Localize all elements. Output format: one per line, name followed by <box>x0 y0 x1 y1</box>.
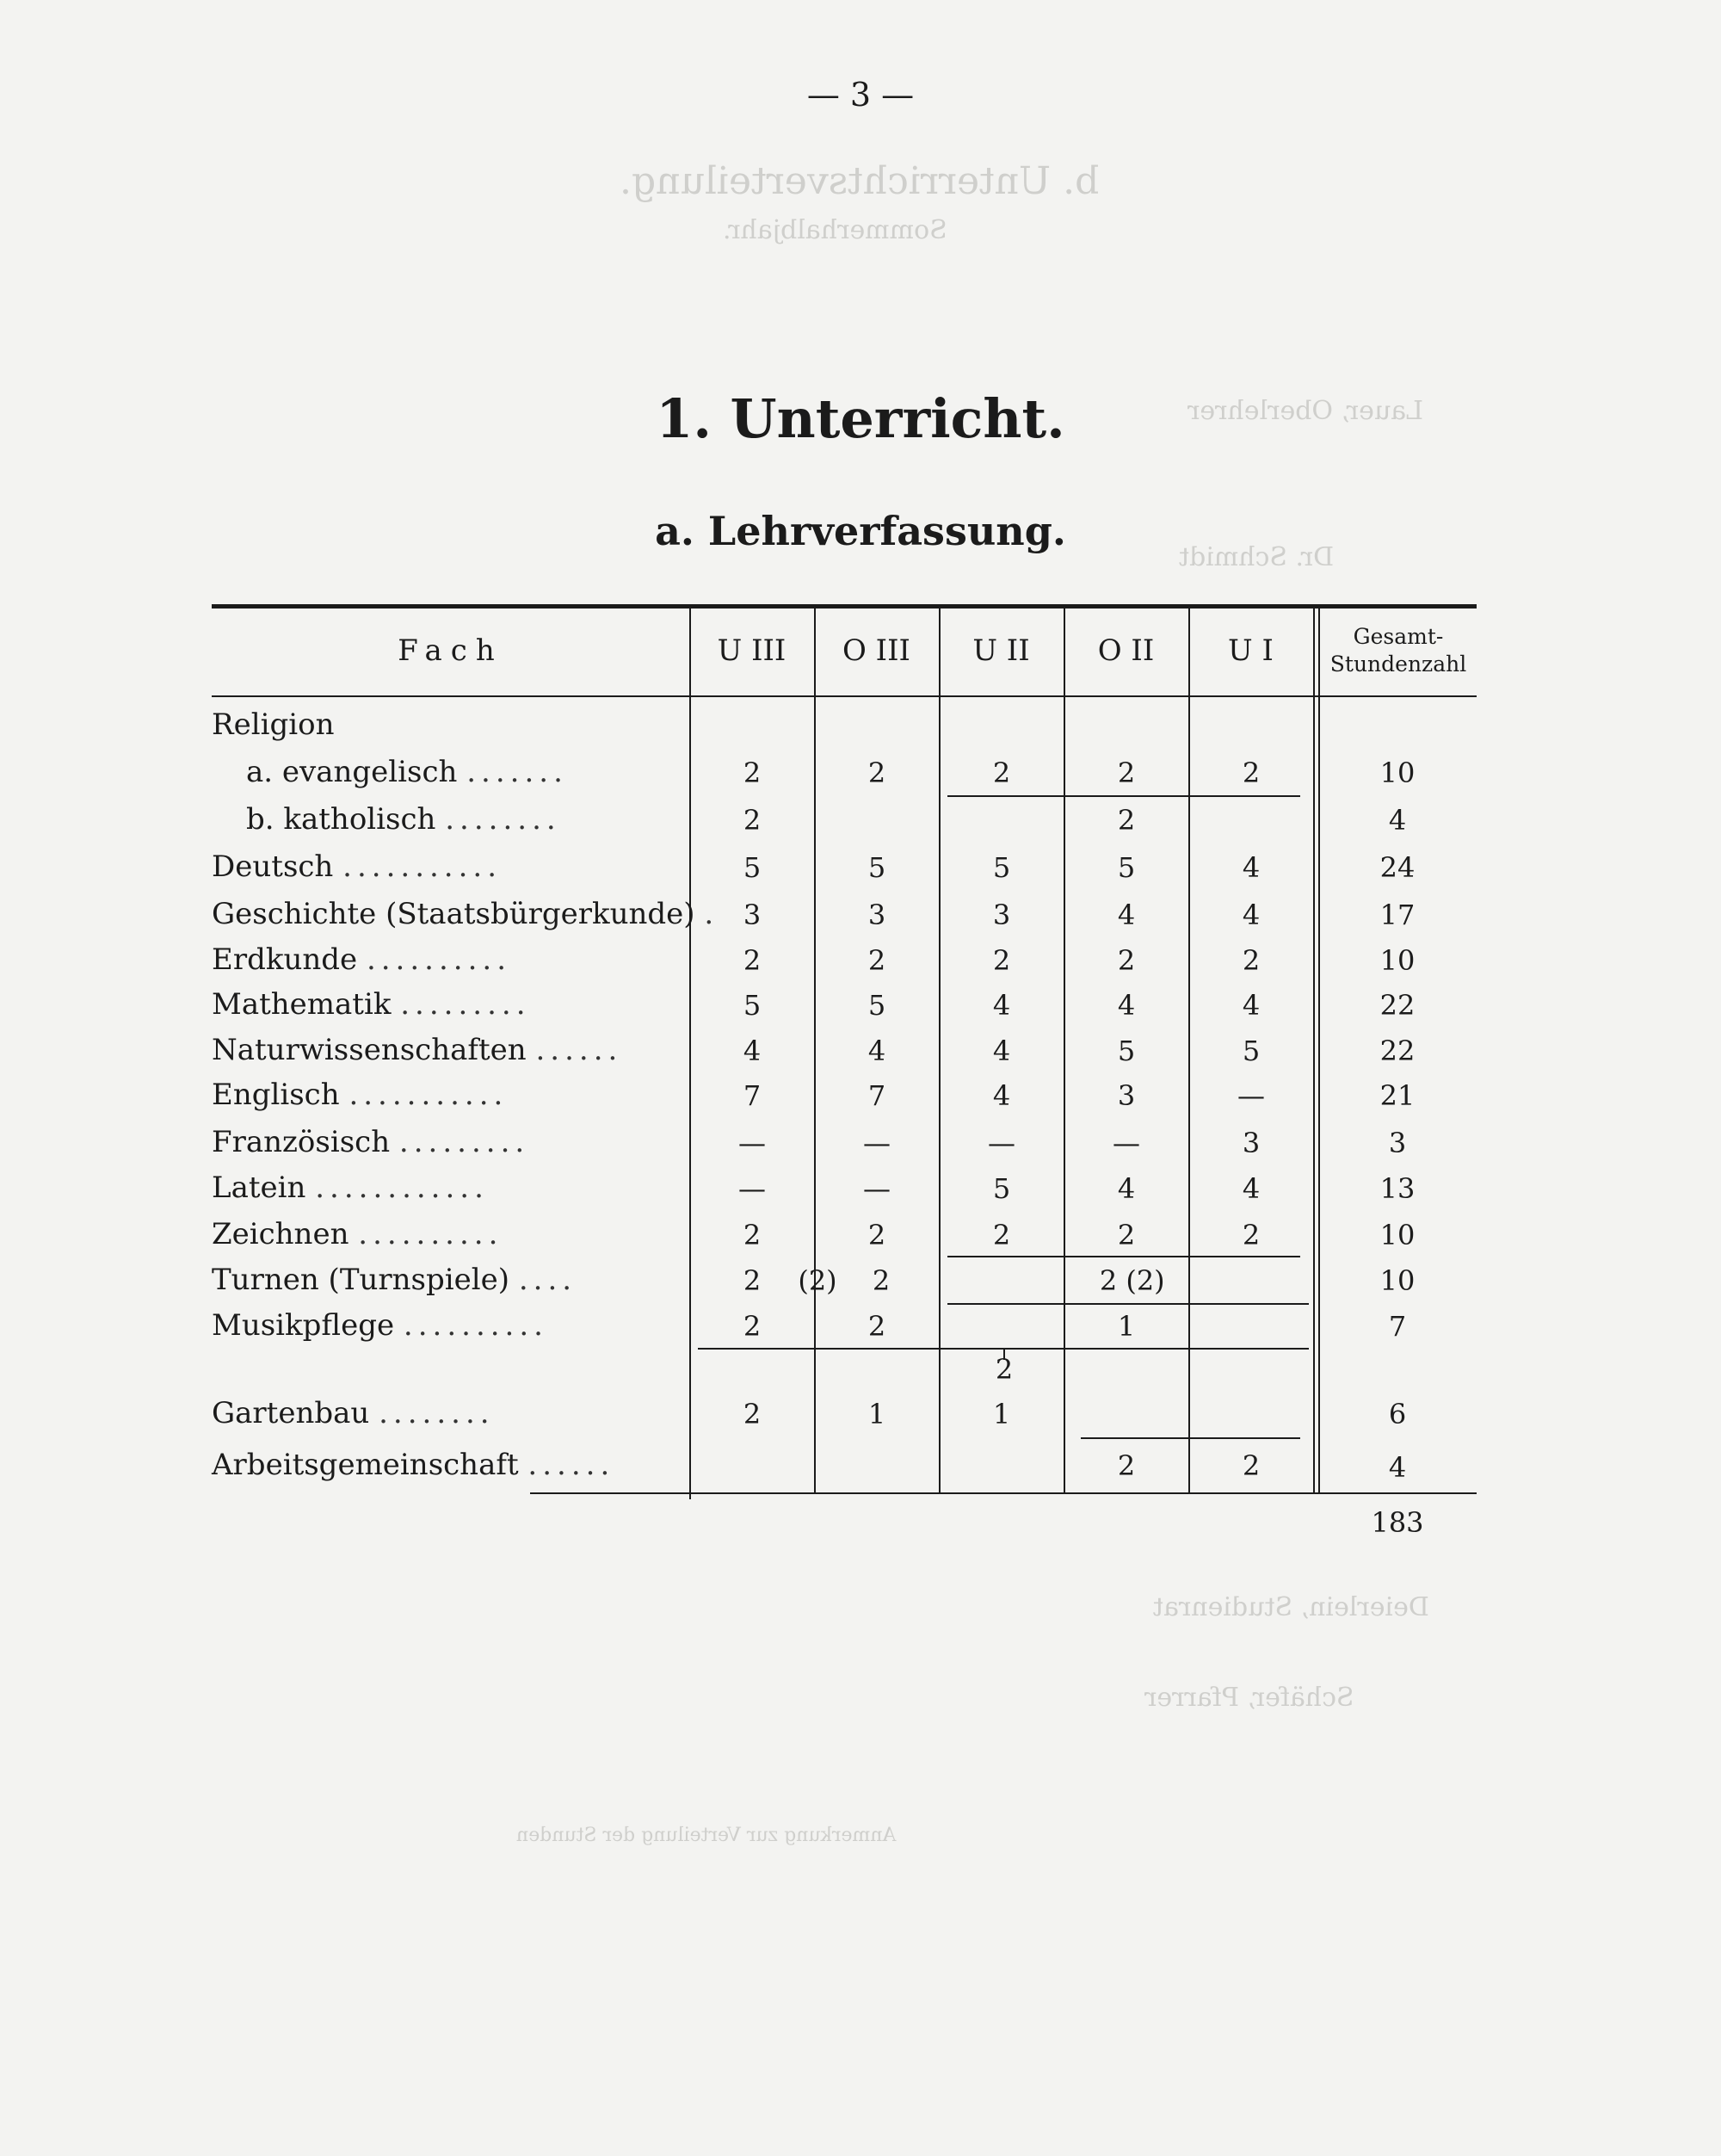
leader-dots: .... <box>518 1263 577 1297</box>
header-fach: Fach <box>398 633 503 668</box>
bleed-through-text: Deierlein, Studienrat <box>1153 1592 1429 1622</box>
cell-turnen-joint-spiele: (2) <box>1126 1264 1165 1297</box>
leader-dots: ...... <box>535 1033 623 1067</box>
cell-geschichte-uii: 3 <box>992 899 1011 931</box>
header-uii: U II <box>972 633 1030 668</box>
cell-erdkunde-oii: 2 <box>1117 944 1136 977</box>
cell-erdkunde-total: 10 <box>1379 944 1416 977</box>
cell-evangelisch-oii: 2 <box>1117 757 1136 789</box>
cell-turnen-joint: 2 <box>1099 1264 1118 1297</box>
joint-brace <box>1081 1437 1300 1449</box>
leader-dots: ........... <box>349 1078 509 1112</box>
cell-franzoesisch-oii: — <box>1113 1127 1140 1159</box>
row-label-religion: Religion <box>212 707 335 742</box>
cell-deutsch-uii: 5 <box>992 851 1011 884</box>
cell-arbeitsgemeinschaft-oii: 2 <box>1117 1449 1136 1482</box>
row-label: Naturwissenschaften <box>212 1033 527 1067</box>
cell-evangelisch-oiii: 2 <box>867 757 886 789</box>
col-divider <box>814 608 816 1492</box>
cell-musikpflege-joint: 1 <box>1117 1310 1136 1343</box>
cell-englisch-uii: 4 <box>992 1079 1011 1112</box>
header-total-line2: Stundenzahl <box>1329 652 1467 676</box>
cell-deutsch-uiii: 5 <box>743 851 762 884</box>
lesson-table <box>212 604 1477 1539</box>
cell-englisch-total: 21 <box>1379 1079 1416 1112</box>
cell-englisch-oiii: 7 <box>867 1079 886 1112</box>
cell-katholisch-joint: 2 <box>1117 804 1136 837</box>
col-divider <box>1064 608 1065 1492</box>
cell-latein-uiii: — <box>738 1172 766 1205</box>
cell-latein-total: 13 <box>1379 1172 1416 1205</box>
row-label: Mathematik <box>212 987 392 1022</box>
row-arbeitsgemeinschaft <box>212 1448 614 1482</box>
section-title: 1. Unterricht. <box>656 387 1065 450</box>
cell-franzoesisch-uiii: — <box>738 1127 766 1159</box>
row-erdkunde <box>212 942 511 977</box>
row-label: Latein <box>212 1171 306 1205</box>
bleed-through-text: Lauer, Oberlehrer <box>1187 396 1423 426</box>
row-franzoesisch <box>212 1125 529 1159</box>
header-ui: U I <box>1228 633 1274 668</box>
joint-brace <box>947 1245 1300 1257</box>
cell-musikpflege-uiii: 2 <box>743 1310 762 1343</box>
cell-mathematik-oiii: 5 <box>867 989 886 1022</box>
bleed-through-text: Anmerkung zur Verteilung der Stunden <box>516 1825 897 1846</box>
cell-gartenbau-oiii: 1 <box>867 1398 886 1430</box>
cell-geschichte-oii: 4 <box>1117 899 1136 931</box>
row-musikpflege <box>212 1308 548 1343</box>
header-oiii: O III <box>842 633 910 668</box>
row-label: Englisch <box>212 1078 340 1112</box>
cell-mathematik-oii: 4 <box>1117 989 1136 1022</box>
row-mathematik <box>212 987 531 1022</box>
cell-erdkunde-ui: 2 <box>1242 944 1261 977</box>
cell-katholisch-uiii: 2 <box>743 804 762 837</box>
cell-evangelisch-total: 10 <box>1379 757 1416 789</box>
row-geschichte <box>212 897 719 931</box>
leader-dots: .......... <box>358 1217 503 1251</box>
cell-englisch-ui: — <box>1237 1079 1265 1112</box>
cell-naturwissenschaften-uiii: 4 <box>743 1035 762 1067</box>
header-total-line1: Gesamt- <box>1353 624 1444 649</box>
cell-turnen-total: 10 <box>1379 1264 1416 1297</box>
row-label: Turnen (Turnspiele) <box>212 1263 510 1297</box>
cell-turnen-oiii: 2 <box>872 1264 891 1297</box>
cell-mathematik-total: 22 <box>1379 989 1416 1022</box>
row-evangelisch <box>246 755 568 789</box>
row-turnen <box>212 1263 577 1297</box>
row-gartenbau <box>212 1396 495 1430</box>
leader-dots: ........... <box>342 849 503 884</box>
cell-naturwissenschaften-oiii: 4 <box>867 1035 886 1067</box>
cell-zeichnen-ui: 2 <box>1242 1219 1261 1251</box>
leader-dots: .......... <box>366 942 512 977</box>
row-label: Deutsch <box>212 849 334 884</box>
leader-dots: ........ <box>379 1396 495 1430</box>
cell-latein-oii: 4 <box>1117 1172 1136 1205</box>
row-label: Musikpflege <box>212 1308 395 1343</box>
cell-zeichnen-uiii: 2 <box>743 1219 762 1251</box>
cell-naturwissenschaften-uii: 4 <box>992 1035 1011 1067</box>
cell-gartenbau-uii: 1 <box>992 1398 1011 1430</box>
col-divider <box>689 697 691 1499</box>
row-label: Erdkunde <box>212 942 358 977</box>
table-bottom-rule <box>530 1492 1477 1494</box>
cell-deutsch-oiii: 5 <box>867 851 886 884</box>
header-total <box>1320 623 1477 678</box>
row-label: Französisch <box>212 1125 391 1159</box>
subsection-title: a. Lehrverfassung. <box>655 508 1066 554</box>
cell-musikpflege-total: 7 <box>1388 1310 1407 1343</box>
leader-dots: . <box>704 897 719 931</box>
cell-arbeitsgemeinschaft-ui: 2 <box>1242 1449 1261 1482</box>
cell-deutsch-ui: 4 <box>1242 851 1261 884</box>
header-oii: O II <box>1097 633 1155 668</box>
header-uiii: U III <box>717 633 786 668</box>
leader-dots: ............ <box>315 1171 489 1205</box>
col-divider <box>1188 608 1190 1492</box>
col-divider <box>1318 608 1320 1492</box>
cell-englisch-uiii: 7 <box>743 1079 762 1112</box>
cell-geschichte-uiii: 3 <box>743 899 762 931</box>
row-englisch <box>212 1078 508 1112</box>
cell-erdkunde-uii: 2 <box>992 944 1011 977</box>
row-label: b. katholisch <box>246 802 436 837</box>
cell-deutsch-oii: 5 <box>1117 851 1136 884</box>
cell-naturwissenschaften-total: 22 <box>1379 1035 1416 1067</box>
row-label: Geschichte (Staatsbürgerkunde) <box>212 897 695 931</box>
cell-deutsch-total: 24 <box>1379 851 1416 884</box>
cell-evangelisch-ui: 2 <box>1242 757 1261 789</box>
page-number: — 3 — <box>806 76 915 114</box>
cell-zeichnen-oiii: 2 <box>867 1219 886 1251</box>
row-label: Zeichnen <box>212 1217 349 1251</box>
cell-latein-ui: 4 <box>1242 1172 1261 1205</box>
row-label: a. evangelisch <box>246 755 458 789</box>
row-label: Arbeitsgemeinschaft <box>212 1448 519 1482</box>
leader-dots: ...... <box>527 1448 615 1482</box>
cell-zeichnen-total: 10 <box>1379 1219 1416 1251</box>
row-latein <box>212 1171 489 1205</box>
header-rule <box>212 695 1477 697</box>
cell-evangelisch-uii: 2 <box>992 757 1011 789</box>
cell-musikpflege-common: 2 <box>995 1353 1014 1386</box>
cell-turnen-uiii: 2 <box>743 1264 762 1297</box>
cell-naturwissenschaften-oii: 5 <box>1117 1035 1136 1067</box>
cell-mathematik-ui: 4 <box>1242 989 1261 1022</box>
cell-geschichte-oiii: 3 <box>867 899 886 931</box>
cell-geschichte-total: 17 <box>1379 899 1416 931</box>
joint-brace <box>947 1293 1309 1305</box>
cell-naturwissenschaften-ui: 5 <box>1242 1035 1261 1067</box>
cell-mathematik-uii: 4 <box>992 989 1011 1022</box>
cell-latein-uii: 5 <box>992 1172 1011 1205</box>
leader-dots: ........ <box>445 802 561 837</box>
cell-arbeitsgemeinschaft-total: 4 <box>1388 1451 1407 1484</box>
cell-zeichnen-uii: 2 <box>992 1219 1011 1251</box>
leader-dots: .......... <box>403 1308 548 1343</box>
table-top-rule <box>212 604 1477 608</box>
row-naturwissenschaften <box>212 1033 622 1067</box>
cell-geschichte-ui: 4 <box>1242 899 1261 931</box>
cell-mathematik-uiii: 5 <box>743 989 762 1022</box>
leader-dots: ....... <box>466 755 568 789</box>
cell-erdkunde-uiii: 2 <box>743 944 762 977</box>
grand-total: 183 <box>1371 1506 1424 1539</box>
cell-franzoesisch-total: 3 <box>1388 1127 1407 1159</box>
cell-gartenbau-total: 6 <box>1388 1398 1407 1430</box>
cell-franzoesisch-oiii: — <box>863 1127 891 1159</box>
leader-dots: ......... <box>398 1125 530 1159</box>
cell-franzoesisch-uii: — <box>988 1127 1015 1159</box>
bleed-through-text: Schäfer, Pfarrer <box>1144 1683 1354 1713</box>
cell-musikpflege-oiii: 2 <box>867 1310 886 1343</box>
cell-latein-oiii: — <box>863 1172 891 1205</box>
row-katholisch <box>246 802 561 837</box>
cell-turnen-spiele: (2) <box>798 1264 837 1297</box>
cell-evangelisch-uiii: 2 <box>743 757 762 789</box>
col-divider <box>1313 608 1315 1492</box>
row-deutsch <box>212 849 502 884</box>
cell-zeichnen-oii: 2 <box>1117 1219 1136 1251</box>
row-label: Gartenbau <box>212 1396 370 1430</box>
cell-franzoesisch-ui: 3 <box>1242 1127 1261 1159</box>
cell-katholisch-total: 4 <box>1388 804 1407 837</box>
bleed-through-text: Sommerhalbjahr. <box>723 215 947 245</box>
leader-dots: ......... <box>400 987 531 1022</box>
cell-englisch-oii: 3 <box>1117 1079 1136 1112</box>
row-zeichnen <box>212 1217 503 1251</box>
cell-erdkunde-oiii: 2 <box>867 944 886 977</box>
bleed-through-text: Dr. Schmidt <box>1179 542 1335 572</box>
bleed-through-text: b. Unterrichtsverteilung. <box>620 159 1100 203</box>
joint-brace <box>947 785 1300 797</box>
col-divider <box>939 608 941 1492</box>
cell-gartenbau-uiii: 2 <box>743 1398 762 1430</box>
